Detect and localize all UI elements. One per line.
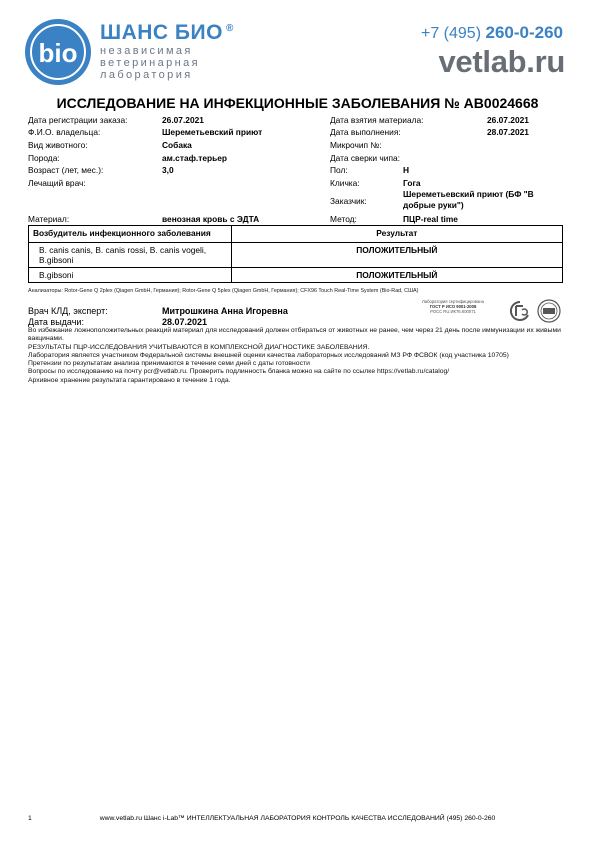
note-claims: Претензии по результатам анализа принимаются в течение семи дней с даты готовности [28, 360, 310, 368]
page-number: 1 [28, 815, 32, 822]
issue-date-label: Дата выдачи: [28, 317, 84, 327]
phone-number [421, 23, 563, 43]
pathogen-text-line-1: B. canis canis, B. canis rossi, B. canis vogeli, [39, 245, 207, 255]
certification-line-2: ГОСТ Р ИСО 9001-2008 [429, 304, 477, 309]
note-vaccination: Во избежание ложноположительных реакций материал для исследований должен отбираться от животных не ранее, чем через 21 день после иммунизации их живыми вакцинами. [28, 327, 561, 343]
table-row [29, 268, 563, 283]
breed-label: Порода: [28, 153, 60, 163]
certification-line-1: Лаборатория сертифицирована [422, 299, 484, 304]
gost-mark-icon [508, 300, 532, 322]
customer-value-line-2: добрые руки") [403, 200, 464, 210]
nickname-label: Кличка: [330, 178, 360, 188]
completion-date-label: Дата выполнения: [330, 127, 401, 137]
result-column-header: Результат [231, 226, 562, 243]
sampling-date-value: 26.07.2021 [487, 115, 529, 125]
phone-prefix: +7 (495) [420, 25, 482, 42]
nickname-value: Гога [403, 178, 421, 188]
bio-logo-icon [24, 18, 92, 86]
customer-label: Заказчик: [330, 196, 367, 206]
registration-date-label: Дата регистрации заказа: [28, 115, 128, 125]
note-fsvok: Лаборатория является участником Федеральной системы внешней оценки качества лабораторных исследований МЗ РФ ФСВОК (код участника 10705) [28, 351, 509, 359]
phone-digits: 260-0-260 [485, 23, 563, 42]
issue-date-value: 28.07.2021 [162, 317, 208, 327]
species-label: Вид животного: [28, 140, 88, 150]
certification-line-3: РОСС RU.ИК76.К00071 [430, 309, 476, 314]
note-contact: Вопросы по исследованию на почту pcr@vetlab.ru. Проверить подлинность бланка можно на сайте по ссылке https://vetlab.ru/catalog/ [28, 368, 450, 376]
registered-mark: ® [225, 23, 234, 34]
customer-value-line-1: Шереметьевский приют (БФ "В [403, 189, 534, 199]
pathogen-text-line-2: B.gibsoni [39, 255, 74, 265]
footer-text: www.vetlab.ru Шанс i-Lab™ ИНТЕЛЛЕКТУАЛЬНАЯ ЛАБОРАТОРИЯ КОНТРОЛЬ КАЧЕСТВА ИССЛЕДОВАНИЙ (495) 260-0-260 [99, 815, 496, 822]
owner-label: Ф.И.О. владельца: [28, 127, 101, 137]
sex-label: Пол: [330, 165, 348, 175]
owner-value: Шереметьевский приют [162, 127, 263, 137]
age-label: Возраст (лет, мес.): [28, 165, 104, 175]
table-row [29, 243, 563, 268]
pathogen-text-line-1: B.gibsoni [39, 270, 74, 280]
doctor-label: Лечащий врач: [28, 178, 86, 188]
method-label: Метод: [330, 214, 357, 224]
result-cell: ПОЛОЖИТЕЛЬНЫЙ [231, 243, 562, 268]
brand-name-text: ШАНС БИО [100, 21, 223, 44]
age-value: 3,0 [162, 165, 174, 175]
breed-value: ам.стаф.терьер [162, 153, 228, 163]
note-archive: Архивное хранение результата гарантировано в течение 1 года. [28, 376, 231, 384]
brand-subtitle-line-3: лаборатория [100, 69, 193, 81]
expert-value: Митрошкина Анна Игоревна [162, 306, 288, 316]
brand-subtitle-line-1: независимая [100, 45, 193, 57]
analyzers-text: Анализаторы: Rotor-Gene Q 2plex (Qiagen GmbH, Германия); Rotor-Gene Q 5plex (Qiagen GmbH, Германия); CFX96 Touch Real-Time System (Bio-Rad, США) [28, 288, 419, 294]
species-value: Собака [162, 140, 192, 150]
method-value: ПЦР-real time [403, 214, 458, 224]
brand-subtitle-line-2: ветеринарная [100, 57, 201, 69]
note-complex-diagnostics: РЕЗУЛЬТАТЫ ПЦР-ИССЛЕДОВАНИЯ УЧИТЫВАЮТСЯ В КОМПЛЕКСНОЙ ДИАГНОСТИКЕ ЗАБОЛЕВАНИЯ. [28, 343, 370, 351]
certification-text [398, 299, 508, 314]
registration-date-value: 26.07.2021 [162, 115, 204, 125]
chip-check-date-label: Дата сверки чипа: [330, 153, 400, 163]
results-table [28, 225, 563, 283]
pathogen-cell [29, 243, 232, 268]
iso-mark-icon [537, 299, 561, 323]
sampling-date-label: Дата взятия материала: [330, 115, 424, 125]
microchip-label: Микрочип №: [330, 140, 382, 150]
material-value: венозная кровь с ЭДТА [162, 214, 260, 224]
pathogen-cell [29, 268, 232, 283]
completion-date-value: 28.07.2021 [487, 127, 529, 137]
material-label: Материал: [28, 214, 70, 224]
logo-text: bio [38, 38, 78, 68]
page-title: ИССЛЕДОВАНИЕ НА ИНФЕКЦИОННЫЕ ЗАБОЛЕВАНИЯ № АВ0024668 [56, 95, 539, 111]
expert-label: Врач КЛД, эксперт: [28, 306, 108, 316]
table-header-row [29, 226, 563, 243]
sex-value: Н [403, 165, 410, 175]
pathogen-column-header: Возбудитель инфекционного заболевания [29, 226, 232, 243]
notes-block [28, 327, 568, 385]
result-cell: ПОЛОЖИТЕЛЬНЫЙ [231, 268, 562, 283]
brand-name [100, 21, 234, 45]
site-link[interactable]: vetlab.ru [438, 44, 565, 79]
